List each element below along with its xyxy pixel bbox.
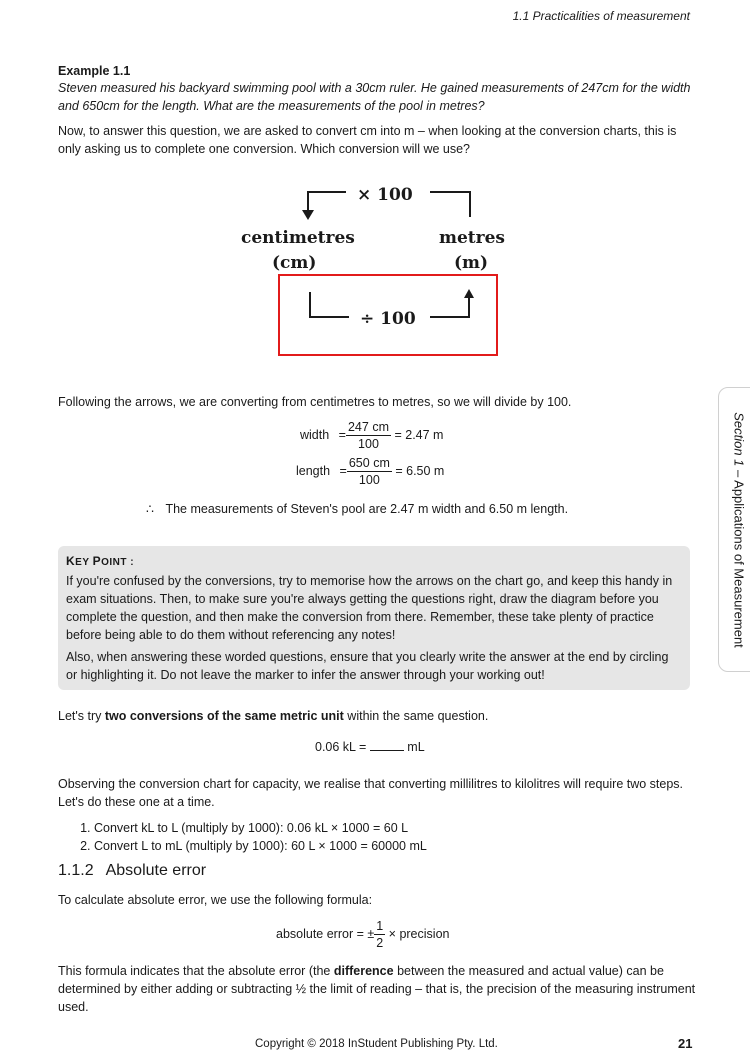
m-unit-abbrev: (m) xyxy=(454,253,489,273)
section-title: Absolute error xyxy=(105,862,207,879)
width-numerator: 247 cm xyxy=(347,420,389,434)
list-item: 2. Convert L to mL (multiply by 1000): 60 L × 1000 = 60000 mL xyxy=(94,837,698,855)
length-result: = 6.50 m xyxy=(395,463,445,478)
capacity-equation xyxy=(315,738,425,754)
example-question: Steven measured his backyard swimming pool with a 30cm ruler. He gained measurements of 247cm for the width and 650cm for the length. What are the measurements of the pool in metres? xyxy=(58,81,691,113)
width-denominator: 100 xyxy=(358,437,379,451)
section-number: 1.1.2 xyxy=(58,862,94,879)
width-result: = 2.47 m xyxy=(394,427,444,442)
absolute-error-formula xyxy=(276,918,449,951)
formula-right: × precision xyxy=(388,926,450,941)
solution-intro: Following the arrows, we are converting from centimetres to metres, so we will divide by 100. xyxy=(58,395,572,409)
cm-unit-label: centimetres xyxy=(241,228,355,248)
list-item: 1. Convert kL to L (multiply by 1000): 0.06 kL × 1000 = 60 L xyxy=(94,819,698,837)
top-arrow-line-left xyxy=(308,192,346,212)
therefore-symbol: ∴ xyxy=(146,502,154,516)
key-point-para2: Also, when answering these worded questions, ensure that you clearly write the answer at the end by circling or highlighting it. Do not leave the marker to infer the answer through your working out! xyxy=(66,650,669,682)
two-conversions-intro: Let's try two conversions of the same metric unit within the same question. xyxy=(58,709,489,723)
key-point-box xyxy=(58,546,690,690)
top-arrow-line xyxy=(430,192,470,217)
length-fraction xyxy=(347,455,392,488)
formula-left: absolute error = ± xyxy=(276,926,375,941)
formula-explanation: This formula indicates that the absolute error (the difference between the measured and actual value) can be determined by either adding or subtracting ½ the limit of reading – that is, the precision of the measuring instrument used. xyxy=(58,964,696,1014)
length-label: length xyxy=(296,463,331,478)
half-fraction xyxy=(374,918,385,951)
running-header: 1.1 Practicalities of measurement xyxy=(512,9,690,23)
width-label: width xyxy=(300,427,330,442)
answer-blank xyxy=(370,738,404,751)
page-number: 21 xyxy=(678,1036,693,1051)
steps-list xyxy=(58,819,698,855)
side-tab-text: Section 1 – Applications of Measurement xyxy=(731,411,747,648)
example-title: Example 1.1 xyxy=(58,64,131,78)
key-point-title: KEY POINT : xyxy=(66,554,135,568)
width-equation: width = $\frac{247 cm}{100}$ = 2.47 m xyxy=(300,420,444,451)
half-denominator: 2 xyxy=(376,936,384,950)
section-heading xyxy=(58,862,206,880)
section-intro: To calculate absolute error, we use the following formula: xyxy=(58,893,373,907)
conclusion-text: The measurements of Steven's pool are 2.47 m width and 6.50 m length. xyxy=(165,502,569,516)
example-intro: Now, to answer this question, we are asked to convert cm into m – when looking at the conversion charts, this is only asking us to complete one conversion. Which conversion will we use? xyxy=(58,124,677,156)
half-numerator: 1 xyxy=(376,919,384,933)
length-numerator: 650 cm xyxy=(348,456,390,470)
divide-label: ÷ 100 xyxy=(360,309,416,329)
length-equation: length = $\frac{650 cm}{100}$ = 6.50 m xyxy=(296,456,445,487)
width-fraction xyxy=(346,419,391,452)
m-unit-label: metres xyxy=(439,228,505,248)
key-point-para1: If you're confused by the conversions, try to memorise how the arrows on the chart go, and keep this handy in exam situations. Then, to make sure you're always getting the questions right, draw the diagram before you complete the question, and then make the conversion from there. Remember, these take plenty of practice before being able to do them without referencing any notes! xyxy=(66,574,673,642)
multiply-label: × 100 xyxy=(357,185,413,205)
equation-left: 0.06 kL = xyxy=(315,740,367,754)
cm-unit-abbrev: (cm) xyxy=(272,253,317,273)
section-side-tab xyxy=(718,387,750,672)
copyright-footer: Copyright © 2018 InStudent Publishing Pty. Ltd. xyxy=(255,1038,498,1050)
observe-text: Observing the conversion chart for capacity, we realise that converting millilitres to kilolitres will require two steps. Let's do these one at a time. xyxy=(58,777,684,809)
highlight-box xyxy=(278,274,498,356)
equation-right: mL xyxy=(407,740,425,754)
top-arrowhead xyxy=(302,210,314,220)
length-denominator: 100 xyxy=(358,473,380,487)
conclusion xyxy=(146,501,568,516)
